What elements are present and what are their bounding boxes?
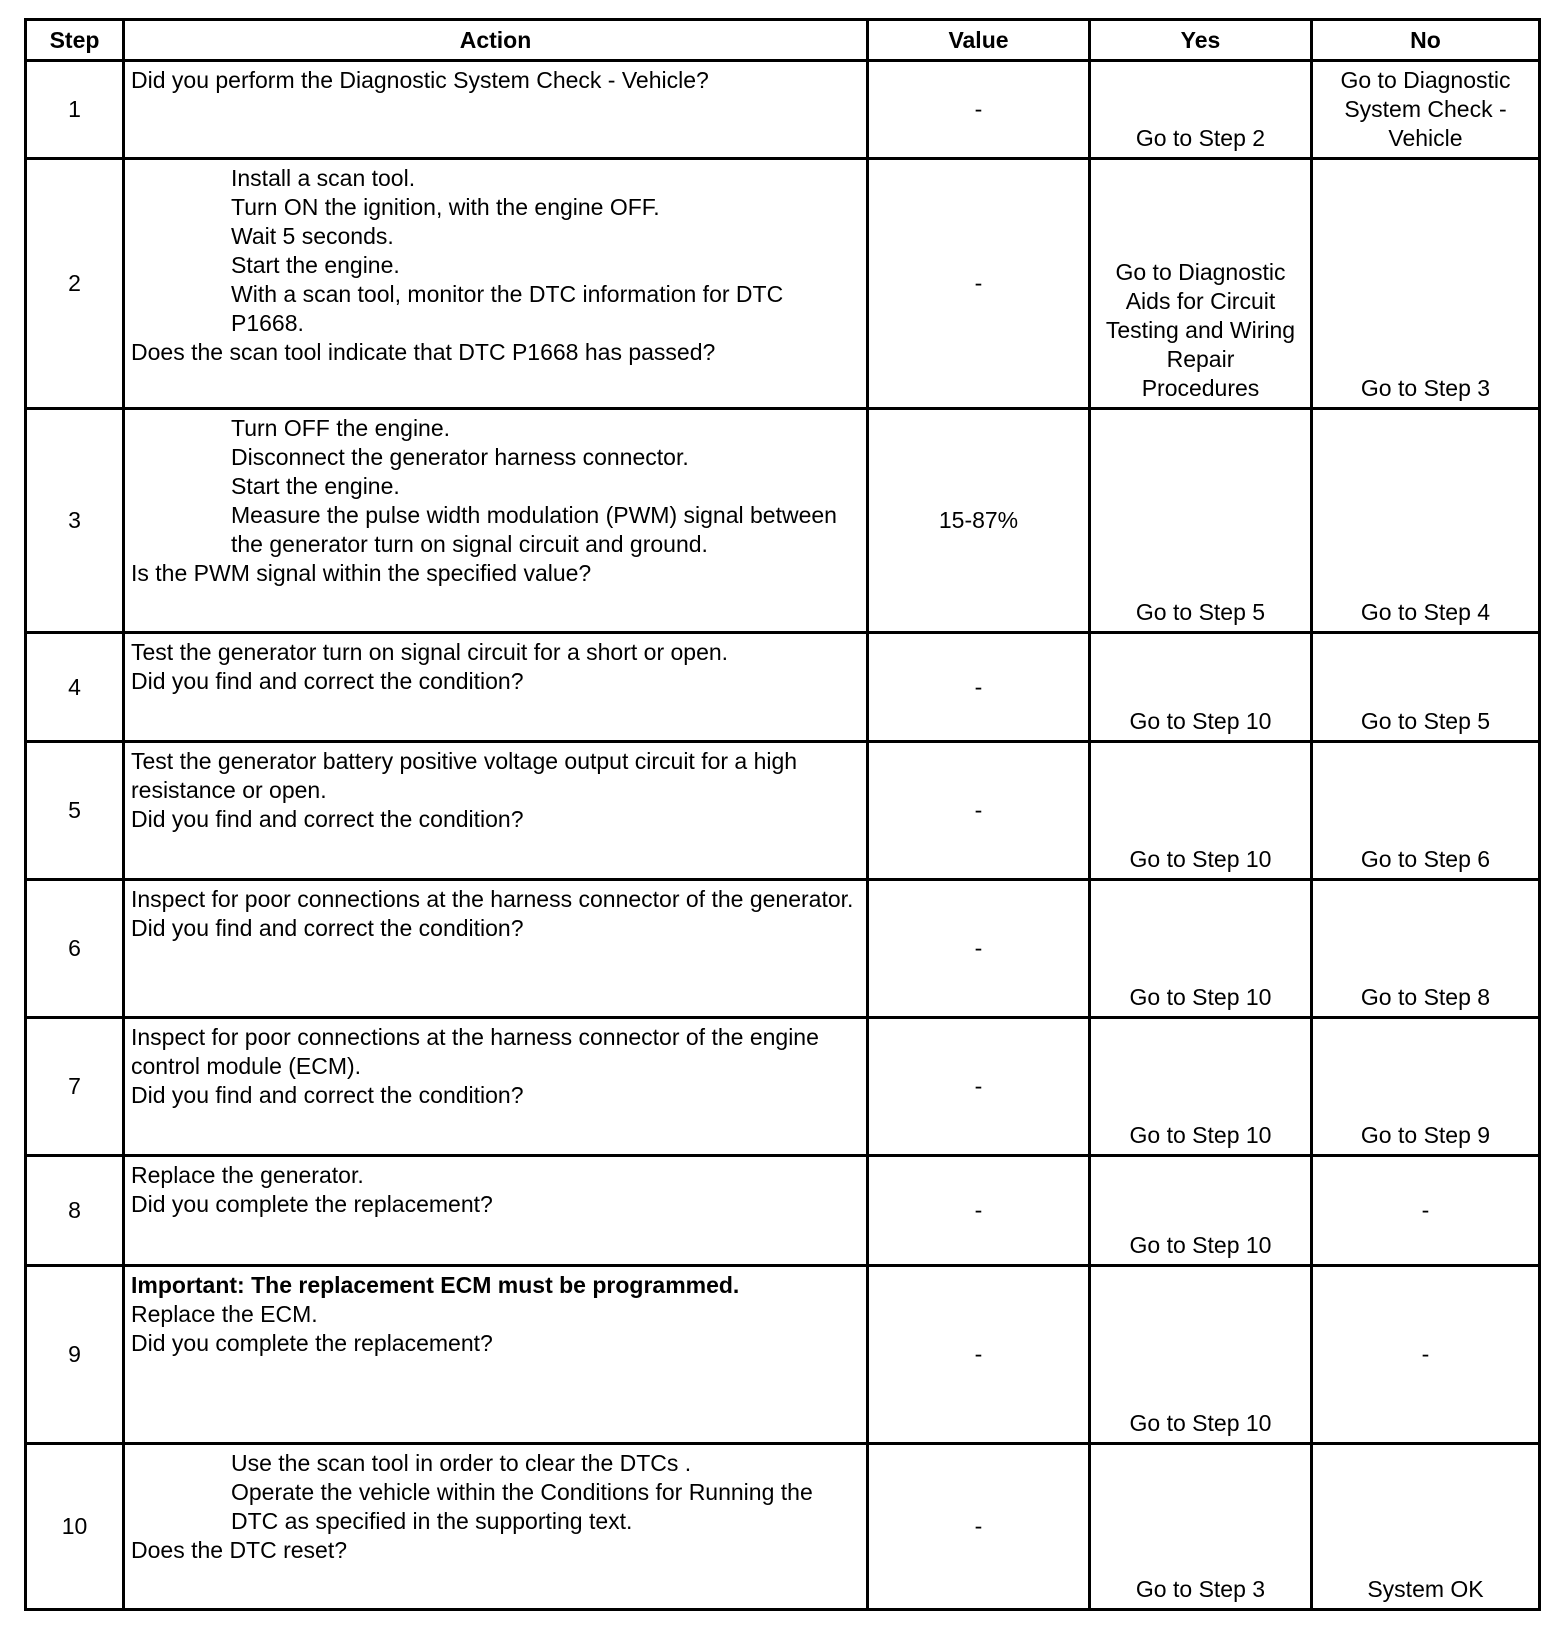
action-step: With a scan tool, monitor the DTC information for DTC P1668. <box>231 281 784 336</box>
action-question: Did you find and correct the condition? <box>131 806 524 832</box>
step-number: 1 <box>26 61 124 159</box>
table-row <box>26 1444 1540 1610</box>
value-cell: - <box>868 1156 1090 1266</box>
header-yes: Yes <box>1090 20 1312 61</box>
diagnostic-table <box>24 18 1541 1611</box>
yes-cell: Go to Step 10 <box>1090 1156 1312 1266</box>
value-cell: - <box>868 1266 1090 1444</box>
action-step: Turn ON the ignition, with the engine OFF. <box>231 194 660 220</box>
no-cell: - <box>1312 1156 1540 1266</box>
no-cell: Go to Step 6 <box>1312 742 1540 880</box>
step-number: 7 <box>26 1018 124 1156</box>
step-number: 4 <box>26 633 124 742</box>
action-text: Replace the generator. <box>131 1162 364 1188</box>
action-steps-list <box>131 164 860 338</box>
value-cell: - <box>868 880 1090 1018</box>
action-cell <box>124 1156 868 1266</box>
no-cell: System OK <box>1312 1444 1540 1610</box>
yes-cell: Go to Step 3 <box>1090 1444 1312 1610</box>
action-steps-list <box>131 414 860 559</box>
no-cell: Go to Step 8 <box>1312 880 1540 1018</box>
no-cell: Go to Step 4 <box>1312 409 1540 633</box>
no-cell: Go to Diagnostic System Check - Vehicle <box>1312 61 1540 159</box>
action-step: Disconnect the generator harness connector. <box>231 444 689 470</box>
yes-cell: Go to Step 10 <box>1090 633 1312 742</box>
action-cell <box>124 1444 868 1610</box>
value-cell: - <box>868 1444 1090 1610</box>
action-question: Did you complete the replacement? <box>131 1330 493 1356</box>
action-step: Operate the vehicle within the Conditions for Running the DTC as specified in the supporting text. <box>231 1479 813 1534</box>
action-text: Did you perform the Diagnostic System Check - Vehicle? <box>131 67 709 93</box>
action-text: Inspect for poor connections at the harness connector of the generator. <box>131 886 854 912</box>
yes-cell: Go to Step 2 <box>1090 61 1312 159</box>
action-question: Did you complete the replacement? <box>131 1191 493 1217</box>
action-text: Inspect for poor connections at the harness connector of the engine control module (ECM). <box>131 1024 819 1079</box>
yes-cell: Go to Step 10 <box>1090 1266 1312 1444</box>
table-row <box>26 880 1540 1018</box>
value-cell: - <box>868 742 1090 880</box>
table-row <box>26 1266 1540 1444</box>
action-question: Does the DTC reset? <box>131 1537 348 1563</box>
action-cell <box>124 409 868 633</box>
step-number: 2 <box>26 159 124 409</box>
table-row <box>26 1156 1540 1266</box>
no-cell: Go to Step 9 <box>1312 1018 1540 1156</box>
action-cell <box>124 1266 868 1444</box>
action-cell <box>124 1018 868 1156</box>
action-cell <box>124 61 868 159</box>
action-step: Wait 5 seconds. <box>231 223 394 249</box>
no-cell: - <box>1312 1266 1540 1444</box>
no-cell: Go to Step 5 <box>1312 633 1540 742</box>
yes-cell: Go to Diagnostic Aids for Circuit Testing and Wiring Repair Procedures <box>1090 159 1312 409</box>
table-row <box>26 61 1540 159</box>
yes-cell: Go to Step 10 <box>1090 880 1312 1018</box>
value-cell: - <box>868 159 1090 409</box>
action-step: Use the scan tool in order to clear the DTCs . <box>231 1450 692 1476</box>
header-no: No <box>1312 20 1540 61</box>
header-step: Step <box>26 20 124 61</box>
step-number: 3 <box>26 409 124 633</box>
action-step: Measure the pulse width modulation (PWM) signal between the generator turn on signal circuit and ground. <box>231 502 837 557</box>
yes-cell: Go to Step 10 <box>1090 742 1312 880</box>
step-number: 5 <box>26 742 124 880</box>
no-cell: Go to Step 3 <box>1312 159 1540 409</box>
yes-cell: Go to Step 10 <box>1090 1018 1312 1156</box>
header-value: Value <box>868 20 1090 61</box>
step-number: 9 <box>26 1266 124 1444</box>
table-row <box>26 409 1540 633</box>
table-row <box>26 1018 1540 1156</box>
step-number: 8 <box>26 1156 124 1266</box>
yes-cell: Go to Step 5 <box>1090 409 1312 633</box>
action-cell <box>124 742 868 880</box>
action-question: Does the scan tool indicate that DTC P1668 has passed? <box>131 339 716 365</box>
table-row <box>26 742 1540 880</box>
table-row <box>26 159 1540 409</box>
value-cell: - <box>868 633 1090 742</box>
table-row <box>26 633 1540 742</box>
action-cell <box>124 159 868 409</box>
action-step: Install a scan tool. <box>231 165 416 191</box>
action-question: Did you find and correct the condition? <box>131 915 524 941</box>
action-steps-list <box>131 1449 860 1536</box>
header-row <box>26 20 1540 61</box>
step-number: 6 <box>26 880 124 1018</box>
step-number: 10 <box>26 1444 124 1610</box>
value-cell: - <box>868 1018 1090 1156</box>
value-cell: 15-87% <box>868 409 1090 633</box>
action-cell <box>124 633 868 742</box>
action-question: Is the PWM signal within the specified value? <box>131 560 592 586</box>
action-cell <box>124 880 868 1018</box>
action-text: Replace the ECM. <box>131 1301 318 1327</box>
action-step: Start the engine. <box>231 252 400 278</box>
action-step: Turn OFF the engine. <box>231 415 451 441</box>
important-note: Important: The replacement ECM must be programmed. <box>131 1272 740 1298</box>
action-text: Test the generator turn on signal circuit for a short or open. <box>131 639 729 665</box>
action-step: Start the engine. <box>231 473 400 499</box>
header-action: Action <box>124 20 868 61</box>
action-question: Did you find and correct the condition? <box>131 668 524 694</box>
action-question: Did you find and correct the condition? <box>131 1082 524 1108</box>
action-text: Test the generator battery positive voltage output circuit for a high resistance or open. <box>131 748 798 803</box>
value-cell: - <box>868 61 1090 159</box>
